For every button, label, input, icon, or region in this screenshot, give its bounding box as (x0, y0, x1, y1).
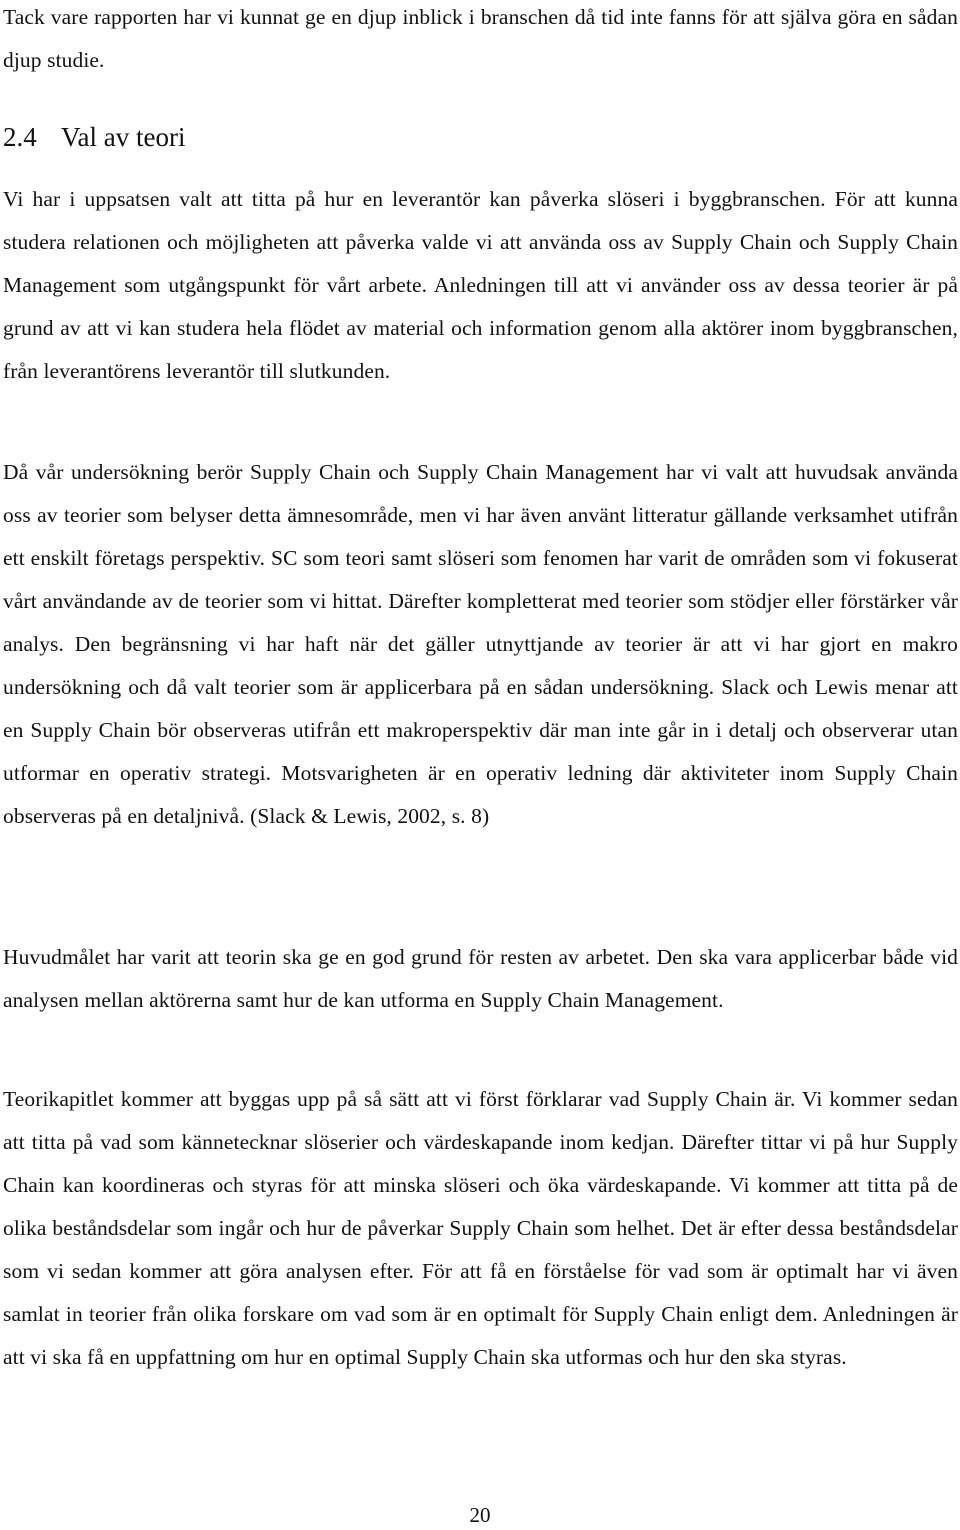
paragraph-1: Vi har i uppsatsen valt att titta på hur en leverantör kan påverka slöseri i byggbranschen. För att kunna studera relationen och möjligheten att påverka valde vi att använda oss av Supply Chain och Supply Chain Management som utgångspunkt för vårt arbete. Anledningen till att vi använder oss av dessa teorier är på grund av att vi kan studera hela flödet av material och information genom alla aktörer inom byggbranschen, från leverantörens leverantör till slutkunden. (3, 187, 958, 383)
intro-paragraph: Tack vare rapporten har vi kunnat ge en djup inblick i branschen då tid inte fanns för att själva göra en sådan djup studie. (3, 5, 958, 72)
page-number: 20 (469, 1503, 491, 1527)
paragraph-2: Då vår undersökning berör Supply Chain och Supply Chain Management har vi valt att huvudsak använda oss av teorier som belyser detta ämnesområde, men vi har även använt litteratur gällande verksamhet utifrån ett enskilt företags perspektiv. SC som teori samt slöseri som fenomen har varit de områden som vi fokuserat vårt användande av de teorier som vi hittat. Därefter kompletterat med teorier som stödjer eller förstärker vår analys. Den begränsning vi har haft när det gäller utnyttjande av teorier är att vi har gjort en makro undersökning och då valt teorier som är applicerbara på en sådan undersökning. Slack och Lewis menar att en Supply Chain bör observeras utifrån ett makroperspektiv där man inte går in i detalj och observerar utan utformar en operativ strategi. Motsvarigheten är en operativ ledning där aktiviteter inom Supply Chain observeras på en detaljnivå. (Slack & Lewis, 2002, s. 8) (3, 460, 958, 828)
section-title: Val av teori (61, 122, 186, 152)
section-number: 2.4 (3, 122, 37, 152)
section-heading (3, 117, 185, 157)
paragraph-4: Teorikapitlet kommer att byggas upp på så sätt att vi först förklarar vad Supply Chain är. Vi kommer sedan att titta på vad som kännetecknar slöserier och värdeskapande inom kedjan. Därefter tittar vi på hur Supply Chain kan koordineras och styras för att minska slöseri och öka värdeskapande. Vi kommer att titta på de olika beståndsdelar som ingår och hur de påverkar Supply Chain som helhet. Det är efter dessa beståndsdelar som vi sedan kommer att göra analysen efter. För att få en förståelse för vad som är optimalt har vi även samlat in teorier från olika forskare om vad som är en optimalt för Supply Chain enligt dem. Anledningen är att vi ska få en uppfattning om hur en optimal Supply Chain ska utformas och hur den ska styras. (3, 1087, 958, 1369)
paragraph-3: Huvudmålet har varit att teorin ska ge en god grund för resten av arbetet. Den ska vara applicerbar både vid analysen mellan aktörerna samt hur de kan utforma en Supply Chain Management. (3, 945, 958, 1012)
